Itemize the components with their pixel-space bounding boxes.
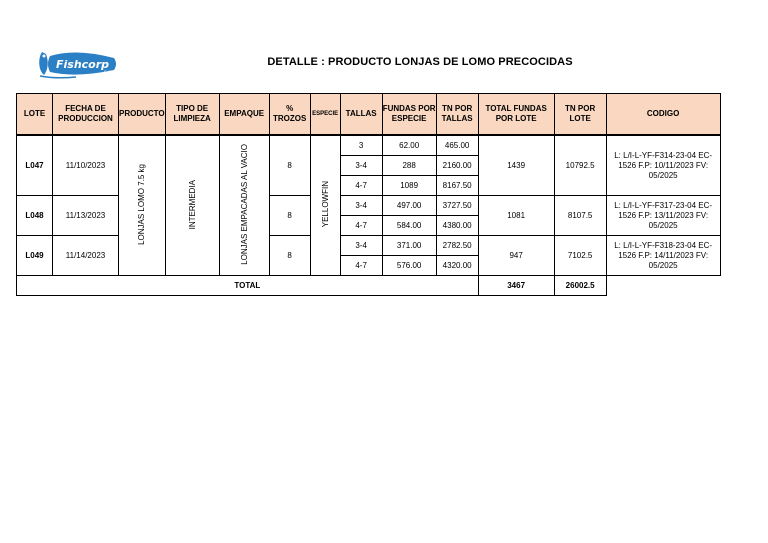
product-detail-table: [16, 93, 721, 296]
tn-talla-cell: 4380.00: [436, 216, 478, 236]
fecha-cell: 11/10/2023: [53, 135, 119, 196]
fundas-cell: 1089: [382, 176, 436, 196]
header-fecha: FECHA DE PRODUCCION: [53, 94, 119, 136]
tn-talla-cell: 4320.00: [436, 256, 478, 276]
lote-cell: L047: [17, 135, 53, 196]
talla-cell: 3: [340, 135, 382, 156]
fundas-cell: 576.00: [382, 256, 436, 276]
producto-cell: [119, 135, 166, 276]
header-total-fundas: TOTAL FUNDAS POR LOTE: [478, 94, 554, 136]
tn-talla-cell: 8167.50: [436, 176, 478, 196]
company-logo: [36, 48, 118, 80]
tipo-limpieza-cell: [165, 135, 219, 276]
codigo-cell: L: L/I-L-YF-F314-23-04 EC-1526 F.P: 10/11/2023 FV: 05/2025: [606, 135, 720, 196]
codigo-cell: L: L/I-L-YF-F317-23-04 EC-1526 F.P: 13/11/2023 FV: 05/2025: [606, 196, 720, 236]
logo-text: Fishcorp: [56, 58, 110, 71]
talla-cell: 4-7: [340, 216, 382, 236]
fecha-cell: 11/14/2023: [53, 236, 119, 276]
empaque-cell: [219, 135, 269, 276]
talla-cell: 3-4: [340, 156, 382, 176]
tn-talla-cell: 2160.00: [436, 156, 478, 176]
lote-cell: L048: [17, 196, 53, 236]
tn-lote-cell: 10792.5: [554, 135, 606, 196]
fundas-cell: 371.00: [382, 236, 436, 256]
trozos-cell: 8: [269, 236, 310, 276]
header-tallas: TALLAS: [340, 94, 382, 136]
tn-talla-cell: 3727.50: [436, 196, 478, 216]
header-lote: LOTE: [17, 94, 53, 136]
header-fundas: FUNDAS POR ESPECIE: [382, 94, 436, 136]
total-blank-cell: [606, 276, 720, 296]
tn-lote-cell: 7102.5: [554, 236, 606, 276]
header-producto: PRODUCTO: [119, 94, 166, 136]
talla-cell: 3-4: [340, 196, 382, 216]
tipo-limpieza-text: INTERMEDIA: [187, 179, 197, 230]
total-fundas-value: 3467: [478, 276, 554, 296]
fecha-cell: 11/13/2023: [53, 196, 119, 236]
tn-talla-cell: 2782.50: [436, 236, 478, 256]
page-title: DETALLE : PRODUCTO LONJAS DE LOMO PRECOCIDAS: [267, 56, 573, 68]
header-trozos: % TROZOS: [269, 94, 310, 136]
fundas-cell: 288: [382, 156, 436, 176]
header-row: [17, 94, 721, 136]
header-tn-lote: TN POR LOTE: [554, 94, 606, 136]
empaque-text: LONJAS EMPACADAS AL VACIO: [239, 144, 249, 265]
header-tn-tallas: TN POR TALLAS: [436, 94, 478, 136]
total-fundas-cell: 947: [478, 236, 554, 276]
header-especie: ESPECIE: [310, 94, 340, 136]
fundas-cell: 62.00: [382, 135, 436, 156]
total-row: [17, 276, 721, 296]
lote-cell: L049: [17, 236, 53, 276]
logo-suffix: S.A.: [104, 70, 112, 75]
talla-cell: 3-4: [340, 236, 382, 256]
total-tn-value: 26002.5: [554, 276, 606, 296]
especie-cell: [310, 135, 340, 276]
header-empaque: EMPAQUE: [219, 94, 269, 136]
fundas-cell: 497.00: [382, 196, 436, 216]
fundas-cell: 584.00: [382, 216, 436, 236]
trozos-cell: 8: [269, 196, 310, 236]
codigo-cell: L: L/I-L-YF-F318-23-04 EC-1526 F.P: 14/11/2023 FV: 05/2025: [606, 236, 720, 276]
trozos-cell: 8: [269, 135, 310, 196]
talla-cell: 4-7: [340, 176, 382, 196]
table-row: [17, 135, 721, 156]
producto-text: LONJAS LOMO 7.5 kg: [137, 164, 147, 245]
tn-talla-cell: 465.00: [436, 135, 478, 156]
talla-cell: 4-7: [340, 256, 382, 276]
header-codigo: CODIGO: [606, 94, 720, 136]
total-fundas-cell: 1439: [478, 135, 554, 196]
total-label: TOTAL: [17, 276, 479, 296]
total-fundas-cell: 1081: [478, 196, 554, 236]
especie-text: YELLOWFIN: [320, 181, 330, 228]
header-tipo-limpieza: TIPO DE LIMPIEZA: [165, 94, 219, 136]
tn-lote-cell: 8107.5: [554, 196, 606, 236]
